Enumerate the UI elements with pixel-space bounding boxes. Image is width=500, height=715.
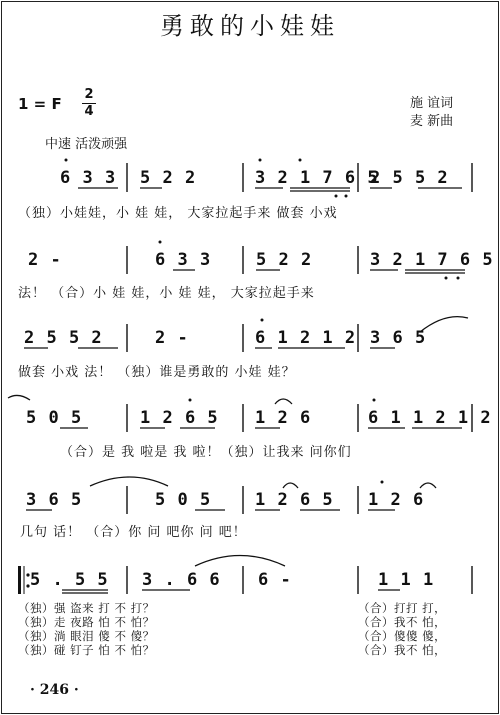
octave-dot: [445, 277, 448, 280]
octave-dot: [261, 319, 264, 322]
chorus-response: （合）打打 打，: [358, 601, 447, 615]
measure-notes: 5 0 5: [155, 490, 212, 510]
measure-notes: 1 2 6: [368, 490, 425, 510]
measure-notes: 1 2 6: [255, 408, 312, 428]
key-signature: 1 = F: [18, 95, 62, 113]
octave-dot: [259, 159, 262, 162]
measure-notes: 3 2 1 7 6 5: [370, 250, 494, 270]
repeat-start-sign: [18, 566, 30, 594]
slur: [275, 399, 292, 404]
lyric-line: 法！ （合）小 娃 娃，小 娃 娃， 大家拉起手来: [18, 286, 315, 301]
measure-notes: 3 6 5: [370, 328, 427, 348]
measure-notes: 6 -: [258, 570, 292, 590]
octave-dot: [299, 159, 302, 162]
chorus-response: （合）傻傻 傻，: [358, 629, 447, 643]
octave-dot: [189, 399, 192, 402]
tempo-marking: 中速 活泼顽强: [45, 137, 128, 152]
measure-notes: 1 2 6 5: [255, 490, 334, 510]
slur: [90, 477, 168, 486]
time-denominator: 4: [84, 104, 94, 119]
chorus-response: （合）我不 怕，: [358, 615, 447, 629]
measure-notes: 2 5 5 2: [370, 168, 449, 188]
measure-notes: 5 0 5: [26, 408, 83, 428]
song-title: 勇敢的小娃娃: [160, 12, 340, 40]
measure-notes: 1 1 1: [378, 570, 435, 590]
measure-notes: 3 6 5: [26, 490, 83, 510]
octave-dot: [457, 277, 460, 280]
lyricist-credit: 施 谊词: [410, 96, 454, 111]
measure-notes: 1 2 6 5: [140, 408, 219, 428]
lyric-verse: （独）走 夜路 怕 不 怕？: [18, 615, 155, 629]
slur: [8, 395, 30, 400]
measure-notes: 5 2 2: [256, 250, 313, 270]
octave-dot: [373, 399, 376, 402]
composer-credit: 麦 新曲: [410, 114, 454, 129]
slur: [420, 483, 436, 488]
measure-notes: 2 -: [28, 250, 62, 270]
page-number: · 246 ·: [30, 682, 79, 698]
lyric-line: 几句 话！ （合）你 问 吧你 问 吧！: [20, 525, 247, 540]
measure-notes: 3 2 1 7 6 5: [255, 168, 379, 188]
measure-notes: 6 1 2 1 2: [255, 328, 357, 348]
lyric-line: 做套 小戏 法！ （独）谁是勇敢的 小娃 娃？: [18, 365, 296, 380]
lyric-verse: （独）碰 钉子 怕 不 怕？: [18, 643, 155, 657]
time-numerator: 2: [84, 87, 94, 102]
slur: [283, 483, 298, 488]
measure-notes: 5 2 2: [140, 168, 197, 188]
lyric-verse: （独）强 盗来 打 不 打？: [18, 601, 155, 615]
measure-notes: 5 . 5 5: [30, 570, 109, 590]
measure-notes: 2 5 5 2: [24, 328, 103, 348]
slur: [420, 317, 468, 332]
measure-notes: 6 3 3: [60, 168, 117, 188]
slur: [195, 556, 285, 567]
measure-notes: 6 1 1 2 1 2: [368, 408, 492, 428]
measure-notes: 6 3 3: [155, 250, 212, 270]
octave-dot: [335, 195, 338, 198]
chorus-response: （合）我不 怕，: [358, 643, 447, 657]
measure-notes: 3 . 6 6: [142, 570, 221, 590]
lyric-line: （独）小娃娃，小 娃 娃， 大家拉起手来 做套 小戏: [18, 206, 338, 221]
lyric-line: （合）是 我 啦是 我 啦！（独）让我来 问你们: [60, 445, 352, 460]
octave-dot: [345, 195, 348, 198]
octave-dot: [159, 241, 162, 244]
lyric-verse: （独）淌 眼泪 傻 不 傻？: [18, 629, 155, 643]
octave-dot: [381, 481, 384, 484]
measure-notes: 2 -: [155, 328, 189, 348]
octave-dot: [65, 159, 68, 162]
